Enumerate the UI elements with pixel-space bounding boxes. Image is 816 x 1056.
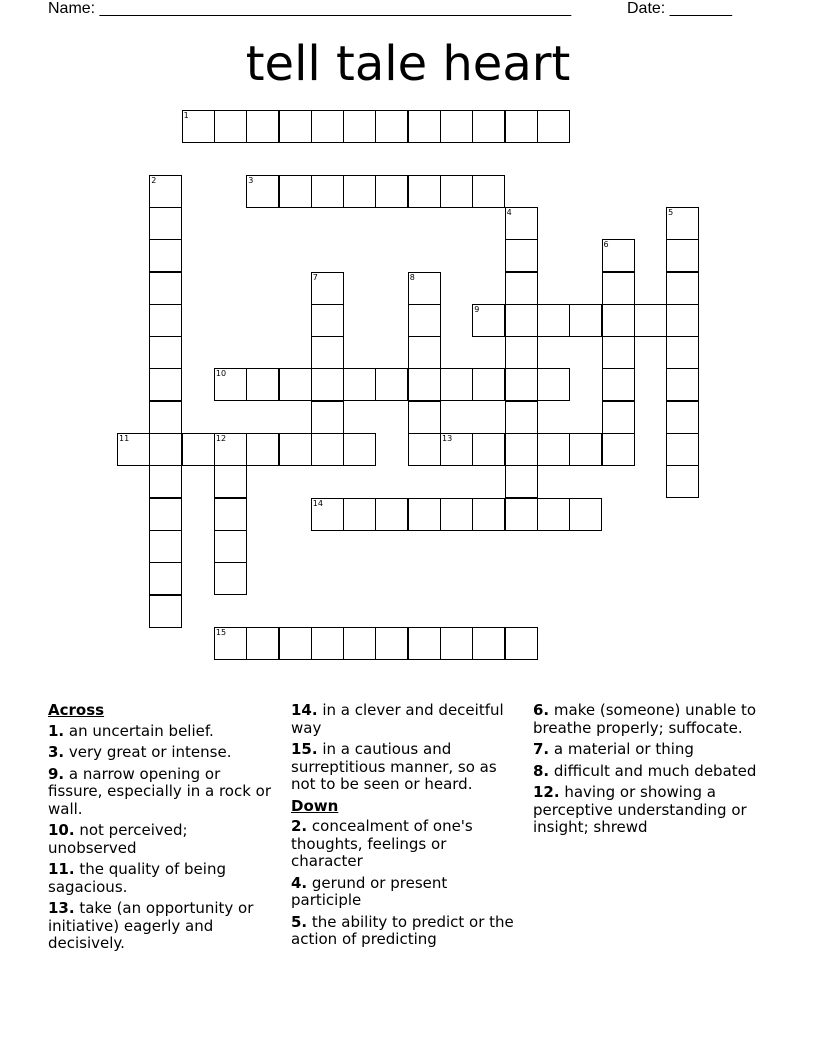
clue-number: 14. xyxy=(291,701,318,719)
grid-cell[interactable] xyxy=(311,498,344,531)
clue-number: 5. xyxy=(291,912,308,931)
grid-cell[interactable] xyxy=(440,433,473,466)
grid-cell[interactable] xyxy=(569,498,602,531)
clue-down-8 xyxy=(533,763,767,781)
grid-cell[interactable] xyxy=(537,368,570,401)
grid-cell[interactable] xyxy=(602,336,635,369)
grid-cell[interactable] xyxy=(311,433,344,466)
grid-cell[interactable] xyxy=(408,627,441,660)
clue-number: 15. xyxy=(291,740,318,758)
grid-cell[interactable] xyxy=(311,336,344,369)
clue-across-15 xyxy=(291,741,519,794)
grid-cell[interactable] xyxy=(149,304,182,337)
clue-number: 12. xyxy=(533,783,560,801)
cell-number: 11 xyxy=(119,434,130,443)
grid-cell[interactable] xyxy=(311,401,344,434)
name-field-label: Name: _____________________________________________________ xyxy=(48,0,572,17)
grid-cell[interactable] xyxy=(505,401,538,434)
grid-cell[interactable] xyxy=(279,110,312,143)
grid-cell[interactable] xyxy=(537,498,570,531)
down-heading: Down xyxy=(291,796,339,815)
clue-across-10 xyxy=(48,822,276,857)
grid-cell[interactable] xyxy=(440,110,473,143)
grid-cell[interactable] xyxy=(408,336,441,369)
grid-cell[interactable] xyxy=(472,498,505,531)
cell-number: 15 xyxy=(215,627,227,637)
grid-cell[interactable] xyxy=(472,433,505,466)
clue-number: 11. xyxy=(48,860,75,878)
grid-cell[interactable] xyxy=(408,272,441,305)
clue-text: very great or intense. xyxy=(64,743,232,761)
grid-cell[interactable] xyxy=(214,530,247,563)
grid-cell[interactable] xyxy=(149,239,182,272)
grid-cell[interactable] xyxy=(149,368,182,401)
grid-cell[interactable] xyxy=(343,498,376,531)
cell-number: 10 xyxy=(215,369,227,379)
grid-cell[interactable] xyxy=(505,272,538,305)
grid-cell[interactable] xyxy=(666,207,699,240)
grid-cell[interactable] xyxy=(472,175,505,208)
grid-cell[interactable] xyxy=(182,110,215,143)
grid-cell[interactable] xyxy=(149,465,182,498)
grid-cell[interactable] xyxy=(666,401,699,434)
date-field-label: Date: _______ xyxy=(627,0,732,17)
clue-number: 9. xyxy=(48,764,65,783)
cell-number: 13 xyxy=(442,434,453,443)
grid-cell[interactable] xyxy=(311,175,344,208)
grid-cell[interactable] xyxy=(343,110,376,143)
grid-cell[interactable] xyxy=(408,368,441,401)
grid-cell[interactable] xyxy=(440,627,473,660)
clue-number: 3. xyxy=(48,743,65,761)
clue-text: concealment of one's thoughts, feelings or character xyxy=(291,817,473,870)
grid-cell[interactable] xyxy=(279,175,312,208)
clue-across-11 xyxy=(48,861,276,896)
grid-cell[interactable] xyxy=(214,110,247,143)
grid-cell[interactable] xyxy=(505,368,538,401)
grid-cell[interactable] xyxy=(537,110,570,143)
clue-text: take (an opportunity or initiative) eagerly and decisively. xyxy=(48,899,254,952)
grid-cell[interactable] xyxy=(666,272,699,305)
clue-text: the ability to predict or the action of predicting xyxy=(291,912,514,948)
grid-cell[interactable] xyxy=(149,401,182,434)
clue-text: an uncertain belief. xyxy=(64,721,214,740)
grid-cell[interactable] xyxy=(343,627,376,660)
clue-number: 4. xyxy=(291,873,308,892)
grid-cell[interactable] xyxy=(505,465,538,498)
clue-across-3 xyxy=(48,744,276,762)
clue-text: a material or thing xyxy=(549,740,694,758)
grid-cell[interactable] xyxy=(440,498,473,531)
grid-cell[interactable] xyxy=(440,368,473,401)
clue-number: 7. xyxy=(533,740,550,758)
clue-number: 1. xyxy=(48,721,65,740)
grid-cell[interactable] xyxy=(149,595,182,628)
clue-text: having or showing a perceptive understanding or insight; shrewd xyxy=(533,783,747,836)
clue-across-13 xyxy=(48,900,276,953)
clue-number: 13. xyxy=(48,899,75,917)
clue-text: make (someone) unable to breathe properly; suffocate. xyxy=(533,701,757,737)
grid-cell[interactable] xyxy=(343,433,376,466)
grid-cell[interactable] xyxy=(311,304,344,337)
cell-number: 4 xyxy=(506,207,512,217)
grid-cell[interactable] xyxy=(375,110,408,143)
grid-cell[interactable] xyxy=(666,336,699,369)
clues-column-3 xyxy=(533,702,767,841)
grid-cell[interactable] xyxy=(440,175,473,208)
grid-cell[interactable] xyxy=(505,207,538,240)
clue-text: a narrow opening or fissure, especially in a rock or wall. xyxy=(48,764,272,818)
cell-number: 6 xyxy=(603,240,609,250)
grid-cell[interactable] xyxy=(666,465,699,498)
grid-cell[interactable] xyxy=(569,304,602,337)
cell-number: 2 xyxy=(151,175,157,185)
grid-cell[interactable] xyxy=(472,368,505,401)
grid-cell[interactable] xyxy=(311,110,344,143)
grid-cell[interactable] xyxy=(505,336,538,369)
grid-cell[interactable] xyxy=(602,272,635,305)
grid-cell[interactable] xyxy=(472,304,505,337)
clues-column-2 xyxy=(291,702,519,953)
grid-cell[interactable] xyxy=(634,304,667,337)
grid-cell[interactable] xyxy=(505,239,538,272)
grid-cell[interactable] xyxy=(666,304,699,337)
grid-cell[interactable] xyxy=(505,110,538,143)
grid-cell[interactable] xyxy=(214,562,247,595)
cell-number: 12 xyxy=(215,434,227,443)
grid-cell[interactable] xyxy=(375,627,408,660)
clue-text: not perceived; unobserved xyxy=(48,821,188,857)
grid-cell[interactable] xyxy=(117,433,150,466)
grid-cell[interactable] xyxy=(602,239,635,272)
grid-cell[interactable] xyxy=(408,498,441,531)
grid-cell[interactable] xyxy=(246,433,279,466)
clues-column-1 xyxy=(48,702,276,957)
grid-cell[interactable] xyxy=(149,207,182,240)
grid-cell[interactable] xyxy=(505,433,538,466)
grid-cell[interactable] xyxy=(311,368,344,401)
clue-number: 6. xyxy=(533,701,550,719)
puzzle-title: tell tale heart xyxy=(245,36,571,92)
grid-cell[interactable] xyxy=(149,336,182,369)
clue-down-2 xyxy=(291,818,519,871)
grid-cell[interactable] xyxy=(246,627,279,660)
grid-cell[interactable] xyxy=(311,627,344,660)
grid-cell[interactable] xyxy=(666,239,699,272)
clue-across-9 xyxy=(48,766,276,819)
grid-cell[interactable] xyxy=(246,110,279,143)
grid-cell[interactable] xyxy=(505,304,538,337)
grid-cell[interactable] xyxy=(279,627,312,660)
grid-cell[interactable] xyxy=(279,368,312,401)
across-heading: Across xyxy=(48,701,105,719)
grid-cell[interactable] xyxy=(149,272,182,305)
clue-down-6 xyxy=(533,702,767,737)
grid-cell[interactable] xyxy=(246,175,279,208)
grid-cell[interactable] xyxy=(343,175,376,208)
grid-cell[interactable] xyxy=(343,368,376,401)
cell-number: 5 xyxy=(668,207,674,217)
cell-number: 7 xyxy=(312,272,318,282)
clue-text: in a cautious and surreptitious manner, so as not to be seen or heard. xyxy=(291,740,497,793)
clue-number: 10. xyxy=(48,821,75,839)
grid-cell[interactable] xyxy=(505,498,538,531)
grid-cell[interactable] xyxy=(408,175,441,208)
clue-down-12 xyxy=(533,784,767,837)
clue-number: 8. xyxy=(533,761,550,780)
grid-cell[interactable] xyxy=(505,627,538,660)
grid-cell[interactable] xyxy=(149,498,182,531)
grid-cell[interactable] xyxy=(279,433,312,466)
cell-number: 9 xyxy=(474,304,480,314)
clue-across-14 xyxy=(291,702,519,737)
cell-number: 3 xyxy=(248,175,254,185)
grid-cell[interactable] xyxy=(375,498,408,531)
grid-cell[interactable] xyxy=(214,498,247,531)
clue-text: in a clever and deceitful way xyxy=(291,701,504,737)
grid-cell[interactable] xyxy=(408,110,441,143)
grid-cell[interactable] xyxy=(666,433,699,466)
clue-across-1 xyxy=(48,723,276,741)
grid-cell[interactable] xyxy=(149,433,182,466)
grid-cell[interactable] xyxy=(311,272,344,305)
grid-cell[interactable] xyxy=(472,627,505,660)
grid-cell[interactable] xyxy=(569,433,602,466)
grid-cell[interactable] xyxy=(214,368,247,401)
grid-cell[interactable] xyxy=(214,627,247,660)
grid-cell[interactable] xyxy=(408,304,441,337)
clue-text: the quality of being sagacious. xyxy=(48,860,226,896)
grid-cell[interactable] xyxy=(408,401,441,434)
grid-cell[interactable] xyxy=(214,465,247,498)
grid-cell[interactable] xyxy=(214,433,247,466)
clue-text: gerund or present participle xyxy=(291,873,448,909)
grid-cell[interactable] xyxy=(375,368,408,401)
grid-cell[interactable] xyxy=(408,433,441,466)
clue-down-4 xyxy=(291,875,519,910)
grid-cell[interactable] xyxy=(182,433,215,466)
grid-cell[interactable] xyxy=(375,175,408,208)
cell-number: 14 xyxy=(312,498,323,508)
clue-down-5 xyxy=(291,914,519,949)
clue-text: difficult and much debated xyxy=(549,761,757,780)
cell-number: 1 xyxy=(183,111,189,120)
grid-cell[interactable] xyxy=(149,175,182,208)
grid-cell[interactable] xyxy=(602,433,635,466)
grid-cell[interactable] xyxy=(149,530,182,563)
clue-number: 2. xyxy=(291,817,308,835)
grid-cell[interactable] xyxy=(472,110,505,143)
grid-cell[interactable] xyxy=(149,562,182,595)
grid-cell[interactable] xyxy=(602,304,635,337)
grid-cell[interactable] xyxy=(246,368,279,401)
grid-cell[interactable] xyxy=(666,368,699,401)
grid-cell[interactable] xyxy=(537,433,570,466)
cell-number: 8 xyxy=(409,272,415,282)
grid-cell[interactable] xyxy=(602,401,635,434)
clue-down-7 xyxy=(533,741,767,759)
grid-cell[interactable] xyxy=(602,368,635,401)
grid-cell[interactable] xyxy=(537,304,570,337)
